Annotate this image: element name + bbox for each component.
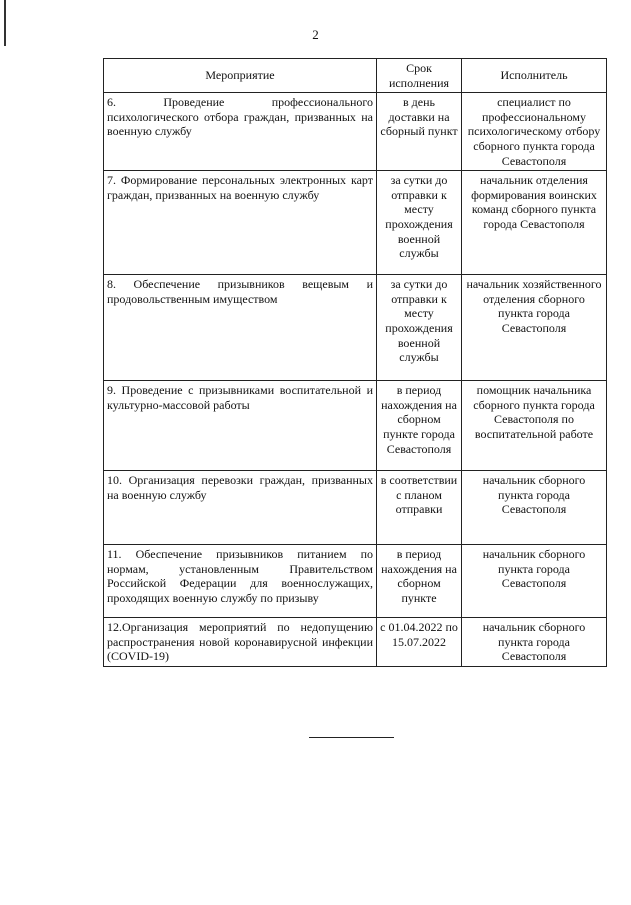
executor-cell: начальник хозяйственного отделения сборного пункта города Севастополя	[462, 275, 607, 381]
table-row	[104, 381, 607, 471]
table-row	[104, 93, 607, 171]
executor-cell: начальник отделения формирования воинских команд сборного пункта города Севастополя	[462, 171, 607, 275]
executor-cell: начальник сборного пункта города Севастополя	[462, 471, 607, 545]
table-row	[104, 471, 607, 545]
executor-cell: начальник сборного пункта города Севастополя	[462, 618, 607, 667]
deadline-cell: в период нахождения на сборном пункте города Севастополя	[377, 381, 462, 471]
executor-cell: помощник начальника сборного пункта города Севастополя по воспитательной работе	[462, 381, 607, 471]
closing-rule	[309, 737, 394, 738]
page-number: 2	[312, 27, 319, 42]
header-deadline: Срок исполнения	[377, 59, 462, 93]
deadline-cell: с 01.04.2022 по 15.07.2022	[377, 618, 462, 667]
event-cell: 9. Проведение с призывниками воспитательной и культурно-массовой работы	[104, 381, 377, 471]
table-row	[104, 275, 607, 381]
header-executor: Исполнитель	[462, 59, 607, 93]
event-cell: 11. Обеспечение призывников питанием по нормам, установленным Правительством Российской Федерации для военнослужащих, проходящих военную службу по призыву	[104, 545, 377, 618]
table-row	[104, 171, 607, 275]
deadline-cell: в период нахождения на сборном пункте	[377, 545, 462, 618]
deadline-cell: в соответствии с планом отправки	[377, 471, 462, 545]
header-event: Мероприятие	[104, 59, 377, 93]
event-cell: 12.Организация мероприятий по недопущению распространения новой коронавирусной инфекции (COVID-19)	[104, 618, 377, 667]
event-cell: 8. Обеспечение призывников вещевым и продовольственным имуществом	[104, 275, 377, 381]
executor-cell: специалист по профессиональному психологическому отбору сборного пункта города Севастополя	[462, 93, 607, 171]
deadline-cell: за сутки до отправки к месту прохождения военной службы	[377, 171, 462, 275]
event-cell: 10. Организация перевозки граждан, призванных на военную службу	[104, 471, 377, 545]
events-table	[103, 58, 607, 667]
event-cell: 6. Проведение профессионального психологического отбора граждан, призванных на военную службу	[104, 93, 377, 171]
table-row	[104, 545, 607, 618]
deadline-cell: за сутки до отправки к месту прохождения военной службы	[377, 275, 462, 381]
deadline-cell: в день доставки на сборный пункт	[377, 93, 462, 171]
table-header-row	[104, 59, 607, 93]
table-row	[104, 618, 607, 667]
event-cell: 7. Формирование персональных электронных карт граждан, призванных на военную службу	[104, 171, 377, 275]
executor-cell: начальник сборного пункта города Севастополя	[462, 545, 607, 618]
